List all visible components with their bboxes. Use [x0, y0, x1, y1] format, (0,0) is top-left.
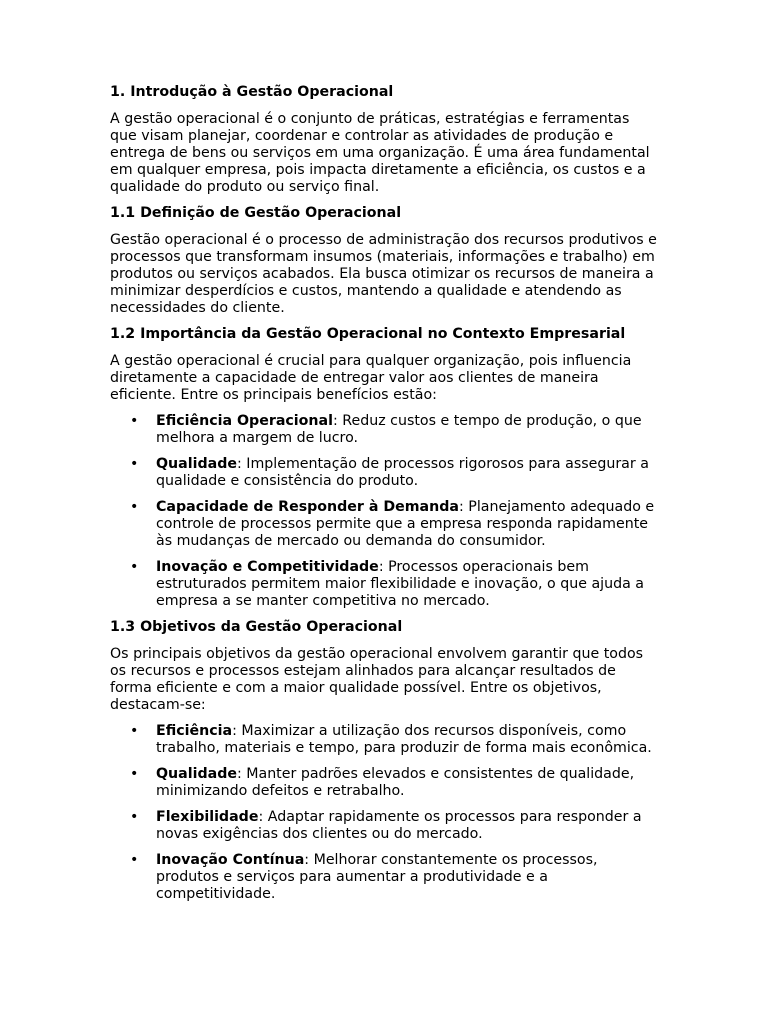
list-item	[110, 852, 660, 903]
section-heading: 1.1 Definição de Gestão Operacional	[110, 205, 402, 221]
list-item	[110, 456, 660, 490]
bullet-list	[110, 723, 660, 903]
list-item	[110, 499, 660, 550]
bullet-icon: •	[130, 456, 139, 472]
list-item-text: : Processos operacionais bem estruturados permitem maior flexibilidade e inovação, o que ajuda a empresa a se manter competitiva no mercado.	[156, 559, 644, 609]
list-item-text: : Melhorar constantemente os processos, produtos e serviços para aumentar a produtividade e a competitividade.	[156, 852, 598, 902]
section-paragraph: A gestão operacional é o conjunto de práticas, estratégias e ferramentas que visam planejar, coordenar e controlar as atividades de produção e entrega de bens ou serviços em uma organização. É uma área fundamental em qualquer empresa, pois impacta diretamente a eficiência, os custos e a qualidade do produto ou serviço final.	[110, 111, 650, 195]
list-item-term: Flexibilidade	[156, 809, 259, 825]
bullet-icon: •	[130, 809, 139, 825]
bullet-list	[110, 413, 660, 610]
list-item	[110, 559, 660, 610]
bullet-icon: •	[130, 766, 139, 782]
section-paragraph: Os principais objetivos da gestão operacional envolvem garantir que todos os recursos e processos estejam alinhados para alcançar resultados de forma eficiente e com a maior qualidade possível. Entre os objetivos, destacam-se:	[110, 646, 644, 713]
section-paragraph: A gestão operacional é crucial para qualquer organização, pois influencia diretamente a capacidade de entregar valor aos clientes de maneira eficiente. Entre os principais benefícios estão:	[110, 353, 632, 403]
list-item-term: Eficiência Operacional	[156, 413, 333, 429]
list-item	[110, 413, 660, 447]
list-item-term: Inovação Contínua	[156, 852, 305, 868]
list-item-term: Qualidade	[156, 766, 237, 782]
section-heading: 1. Introdução à Gestão Operacional	[110, 84, 394, 100]
bullet-icon: •	[130, 852, 139, 868]
list-item-text: : Adaptar rapidamente os processos para responder a novas exigências dos clientes ou do mercado.	[156, 809, 642, 842]
list-item-text: : Maximizar a utilização dos recursos disponíveis, como trabalho, materiais e tempo, para produzir de forma mais econômica.	[156, 723, 652, 756]
list-item-term: Qualidade	[156, 456, 237, 472]
bullet-icon: •	[130, 559, 139, 575]
bullet-icon: •	[130, 499, 139, 515]
section-heading: 1.3 Objetivos da Gestão Operacional	[110, 619, 403, 635]
list-item-term: Inovação e Competitividade	[156, 559, 379, 575]
list-item-term: Eficiência	[156, 723, 233, 739]
section-paragraph: Gestão operacional é o processo de administração dos recursos produtivos e processos que transformam insumos (materiais, informações e trabalho) em produtos ou serviços acabados. Ela busca otimizar os recursos de maneira a minimizar desperdícios e custos, mantendo a qualidade e atendendo as necessidades do cliente.	[110, 232, 657, 316]
list-item	[110, 809, 660, 843]
bullet-icon: •	[130, 723, 139, 739]
list-item	[110, 723, 660, 757]
bullet-icon: •	[130, 413, 139, 429]
list-item-text: : Manter padrões elevados e consistentes de qualidade, minimizando defeitos e retrabalho.	[156, 766, 635, 799]
list-item-text: : Implementação de processos rigorosos para assegurar a qualidade e consistência do produto.	[156, 456, 649, 489]
list-item-term: Capacidade de Responder à Demanda	[156, 499, 459, 515]
list-item	[110, 766, 660, 800]
section-heading: 1.2 Importância da Gestão Operacional no Contexto Empresarial	[110, 326, 626, 342]
list-item-text: : Planejamento adequado e controle de processos permite que a empresa responda rapidamente às mudanças de mercado ou demanda do consumidor.	[156, 499, 655, 549]
document-page	[110, 84, 660, 912]
list-item-text: : Reduz custos e tempo de produção, o que melhora a margem de lucro.	[156, 413, 642, 446]
